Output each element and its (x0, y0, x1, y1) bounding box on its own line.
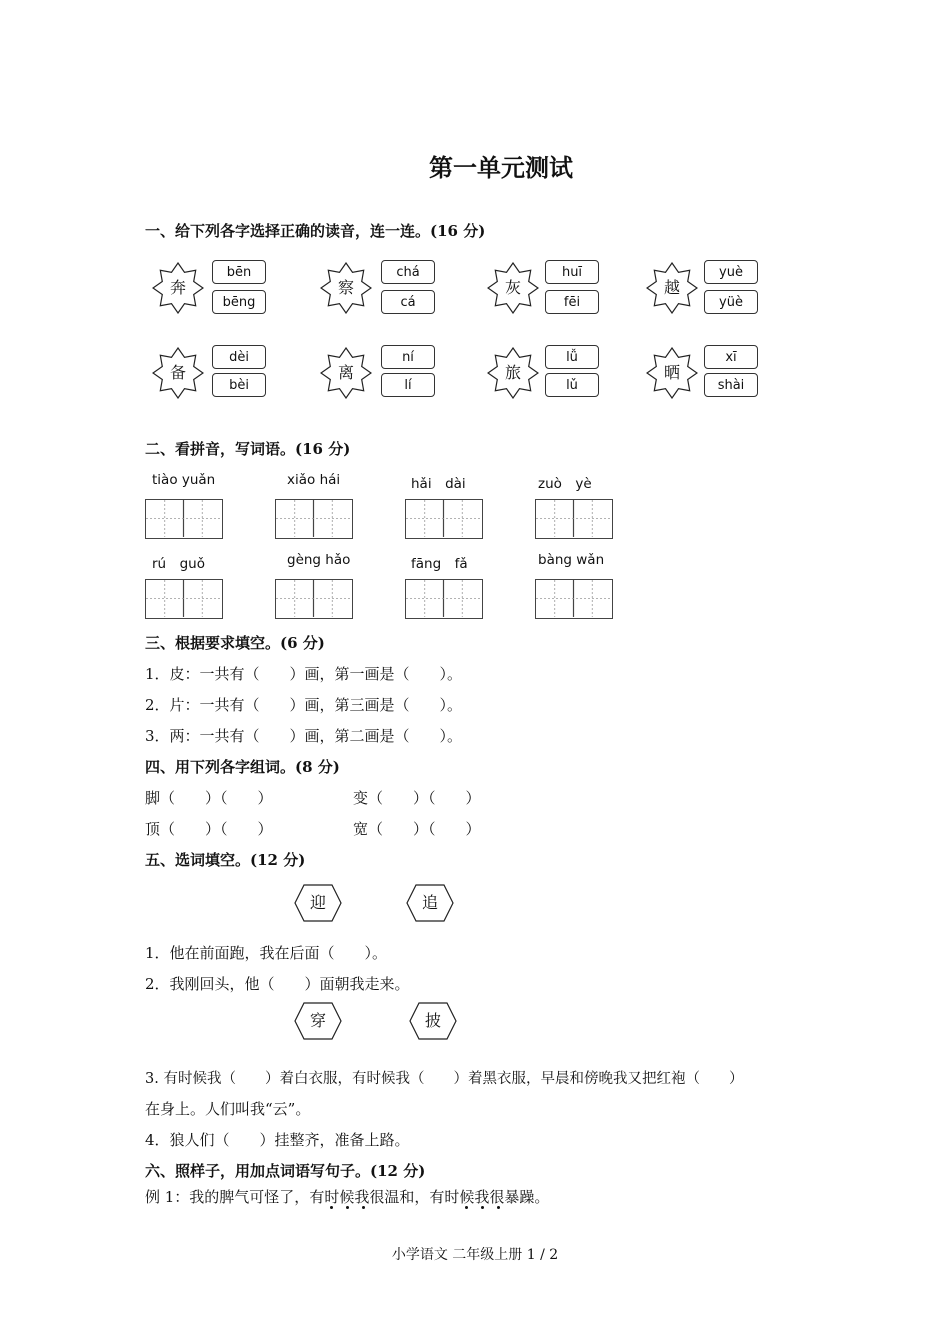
fill-sentence-2[interactable]: 2．我刚回头，他（ ）面朝我走来。 (145, 975, 410, 993)
star-char-frame (320, 347, 372, 399)
fill-sentence-1[interactable]: 1．他在前面跑，我在后面（ ）。 (145, 944, 388, 962)
word-group-ding[interactable]: 顶（ ）（ ） (145, 820, 273, 838)
pinyin-prompt: gèng hǎo (287, 552, 351, 568)
word-choice-text: 追 (421, 893, 438, 912)
pinyin-prompt: rú guǒ (152, 556, 205, 572)
hanzi-char[interactable]: 离 (337, 363, 354, 382)
fill-sentence-3b: 在身上。人们叫我“云”。 (145, 1100, 311, 1118)
pinyin-prompt: hǎi dài (411, 476, 466, 492)
word-choice-text: 穿 (309, 1011, 326, 1030)
emphasis-dot (346, 1206, 349, 1209)
word-choice-text: 迎 (309, 893, 326, 912)
fill-line-1[interactable]: 1．皮：一共有（ ）画，第一画是（ ）。 (145, 665, 463, 683)
pinyin-prompt: fāng fǎ (411, 556, 468, 572)
word-choice-chuan (294, 1002, 342, 1040)
pinyin-option[interactable]: xī (704, 345, 758, 369)
star-char-frame (152, 347, 204, 399)
section-2-heading: 二、看拼音，写词语。(16 分) (145, 440, 351, 458)
pinyin-option[interactable]: lǚ (545, 345, 599, 369)
emphasis-dot (497, 1206, 500, 1209)
page-footer: 小学语文 二年级上册 1 / 2 (391, 1247, 559, 1263)
hanzi-char[interactable]: 旅 (504, 363, 521, 382)
hanzi-char[interactable]: 灰 (504, 278, 521, 297)
pinyin-prompt: bàng wǎn (538, 552, 605, 568)
emphasis-dot (465, 1206, 468, 1209)
writing-grid[interactable] (145, 579, 223, 619)
word-group-jiao[interactable]: 脚（ ）（ ） (145, 789, 273, 807)
fill-sentence-4[interactable]: 4．狼人们（ ）挂整齐，准备上路。 (145, 1131, 410, 1149)
pinyin-option[interactable]: bèi (212, 373, 266, 397)
word-group-kuan[interactable]: 宽（ ）（ ） (353, 820, 481, 838)
writing-grid[interactable] (405, 499, 483, 539)
star-char-frame (487, 262, 539, 314)
word-choice-ying (294, 884, 342, 922)
pinyin-option[interactable]: ní (381, 345, 435, 369)
pinyin-option[interactable]: shài (704, 373, 758, 397)
pinyin-option[interactable]: bēng (212, 290, 266, 314)
writing-grid[interactable] (275, 499, 353, 539)
pinyin-option[interactable]: cá (381, 290, 435, 314)
hanzi-char[interactable]: 察 (337, 278, 354, 297)
section-3-heading: 三、根据要求填空。(6 分) (145, 634, 325, 652)
pinyin-option[interactable]: chá (381, 260, 435, 284)
fill-sentence-3a[interactable]: 3. 有时候我（ ）着白衣服，有时候我（ ）着黑衣服，早晨和傍晚我又把红袍（ ） (145, 1071, 744, 1087)
writing-grid[interactable] (535, 579, 613, 619)
fill-line-2[interactable]: 2．片：一共有（ ）画，第三画是（ ）。 (145, 696, 463, 714)
pinyin-prompt: xiǎo hái (287, 472, 341, 488)
word-choice-pi (409, 1002, 457, 1040)
pinyin-option[interactable]: dèi (212, 345, 266, 369)
pinyin-option[interactable]: huī (545, 260, 599, 284)
pinyin-option[interactable]: fēi (545, 290, 599, 314)
page-title: 第一单元测试 (429, 153, 573, 182)
pinyin-option[interactable]: lǔ (545, 373, 599, 397)
writing-grid[interactable] (275, 579, 353, 619)
hanzi-char[interactable]: 晒 (663, 363, 680, 382)
section-6-heading: 六、照样子，用加点词语写句子。(12 分) (145, 1162, 426, 1180)
pinyin-prompt: tiào yuǎn (152, 472, 216, 488)
hanzi-char[interactable]: 越 (663, 278, 680, 297)
section-1-heading: 一、给下列各字选择正确的读音，连一连。(16 分) (145, 222, 486, 240)
pinyin-option[interactable]: lí (381, 373, 435, 397)
writing-grid[interactable] (145, 499, 223, 539)
star-char-frame (646, 262, 698, 314)
pinyin-option[interactable]: bēn (212, 260, 266, 284)
emphasis-dot (481, 1206, 484, 1209)
pinyin-option[interactable]: yuè (704, 260, 758, 284)
star-char-frame (487, 347, 539, 399)
example-sentence: 例 1：我的脾气可怪了，有时候我很温和，有时候我很暴躁。 (145, 1188, 550, 1206)
fill-line-3[interactable]: 3．两：一共有（ ）画，第二画是（ ）。 (145, 727, 463, 745)
emphasis-dot (330, 1206, 333, 1209)
star-char-frame (646, 347, 698, 399)
emphasis-dot (362, 1206, 365, 1209)
star-char-frame (320, 262, 372, 314)
hanzi-char[interactable]: 奔 (169, 278, 186, 297)
section-5-heading: 五、选词填空。(12 分) (145, 851, 306, 869)
word-choice-zhui (406, 884, 454, 922)
word-group-bian[interactable]: 变（ ）（ ） (353, 789, 481, 807)
hanzi-char[interactable]: 备 (169, 363, 186, 382)
pinyin-prompt: zuò yè (538, 476, 592, 492)
word-choice-text: 披 (424, 1011, 441, 1030)
star-char-frame (152, 262, 204, 314)
pinyin-option[interactable]: yüè (704, 290, 758, 314)
writing-grid[interactable] (405, 579, 483, 619)
section-4-heading: 四、用下列各字组词。(8 分) (145, 758, 340, 776)
writing-grid[interactable] (535, 499, 613, 539)
